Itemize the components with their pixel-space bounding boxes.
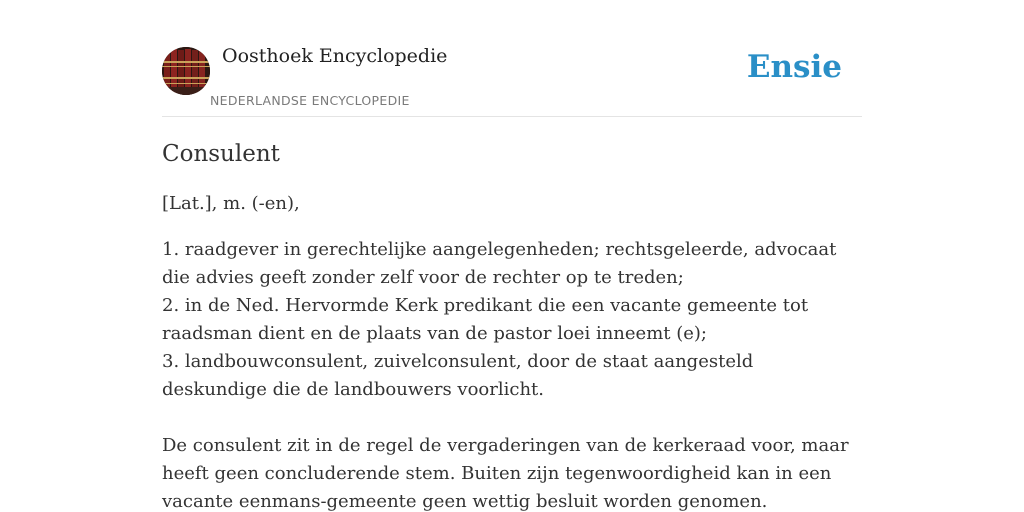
- definition-item: 1. raadgever in gerechtelijke aangelegenheden; rechtsgeleerde, advocaat die advies geeft zonder zelf voor de rechter op te treden;: [162, 239, 837, 288]
- article-note: De consulent zit in de regel de vergaderingen van de kerkeraad voor, maar heeft geen concluderende stem. Buiten zijn tegenwoordigheid kan in een vacante eenmans-gemeente geen wettig besluit worden genomen.: [162, 435, 849, 512]
- encyclopedia-books-icon[interactable]: [162, 47, 210, 95]
- article-title: Consulent: [162, 141, 280, 167]
- site-header: [162, 0, 862, 117]
- etymology: [Lat.], m. (-en),: [162, 193, 300, 214]
- definition-item: 3. landbouwconsulent, zuivelconsulent, door de staat aangesteld deskundige die de landbouwers voorlicht.: [162, 351, 754, 400]
- ensie-logo-link[interactable]: Ensie: [746, 49, 842, 85]
- site-subtitle: NEDERLANDSE ENCYCLOPEDIE: [210, 93, 410, 108]
- definitions-list: [162, 236, 862, 404]
- books-image: [162, 47, 210, 95]
- article: [162, 138, 862, 512]
- definition-item: 2. in de Ned. Hervormde Kerk predikant die een vacante gemeente tot raadsman dient en de plaats van de pastor loei inneemt (e);: [162, 295, 809, 344]
- site-title[interactable]: Oosthoek Encyclopedie: [222, 45, 448, 67]
